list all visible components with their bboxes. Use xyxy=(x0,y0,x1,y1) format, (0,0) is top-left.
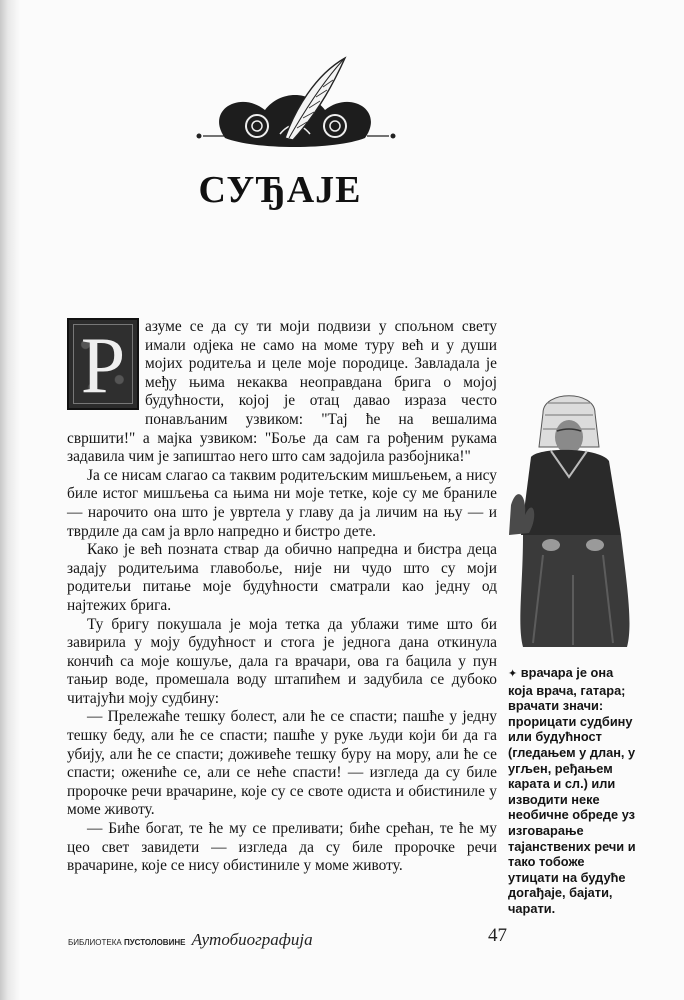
feather-ornament-icon xyxy=(185,50,405,172)
footer-series xyxy=(68,930,313,950)
paragraph-5: — Прележаће тешку болест, али ће се спасти; пашће у једну тешку беду, али ће се спасти; пашће у руке људи који би да га убију, али ће се спасти; доживеће тешку буру на мору, али ће се спасти; ожениће се, али се неће спасти! — изгледа да су биле пророчке речи врачарине, које су се своте одиста и обистиниле у моме животу. xyxy=(67,708,497,819)
paragraph-6: — Биће богат, те ће му се преливати; биће срећан, те ће му цео свет завидети — изгледа да су биле пророчке речи врачарине, које се нису обистиниле у моме животу. xyxy=(67,820,497,875)
footer-book-title: Аутобиографија xyxy=(191,930,313,949)
paragraph-4: Ту бригу покушала је моја тетка да ублажи тиме што би завирила у моју будућност и стога је једнога дана откинула кончић са моје кошуље, дала га врачари, ова га бацила у пун тањир воде, промешала воду штапићем и задубила се дубоко читајући моју судбину: xyxy=(67,615,497,707)
chapter-title: СУЂАЈЕ xyxy=(198,169,362,211)
footer-series-name: ПУСТОЛОВИНЕ xyxy=(123,938,186,947)
sidenote-marker: ✦ xyxy=(508,668,518,680)
paragraph-1: азуме се да су ти моји подвизи у спољном свету имали одјека не само на моме туру већ и у души мојих родитеља и целе моје породице. Завладала је међу њима некаква неоправдана брига о мојој будућности, којој је отац давао израза често понављаним узвиком: "Тај ће на вешалима свршити!" а мајка узвиком: "Боље да сам га рођеним рукама задавила чим је запиштао него што сам задојила разбојника!" xyxy=(67,318,497,466)
glossary-sidenote xyxy=(508,665,636,917)
sidenote-term: врачара xyxy=(520,665,573,680)
page-number: 47 xyxy=(488,925,507,946)
dropcap-letter: Р xyxy=(80,322,126,410)
paragraph-2: Ја се нисам слагао са таквим родитељским мишљењем, а нису биле истог мишљења са њима ни моје тетке, које су ме браниле — нарочито она што је увртела у главу да ја личим на њу — и тврдиле да сам ја врло напредно и бистро дете. xyxy=(67,466,497,540)
paragraph-3: Како је већ позната ствар да обично напредна и бистра деца задају родитељима главобоље, није ни чудо што су моји родитељи питање моје будућности сматрали као једну од најтежих брига. xyxy=(67,541,497,614)
dropcap-spacer xyxy=(67,318,145,412)
fortune-teller-photo xyxy=(503,385,641,655)
sidenote-text: је она која врача, гатара; врачати значи: прорицати судбину или будућност (гледањем у длан, у угљен, ређањем карата и сл.) или изводити неке необичне обреде уз изговарање тајанствених речи и тако тобоже утицати на будуће догађаје, бајати, чарати. xyxy=(508,665,636,916)
footer-series-prefix: БИБЛИОТЕКА xyxy=(68,938,122,947)
page-edge-shadow xyxy=(0,0,20,1000)
body-text xyxy=(67,318,497,876)
